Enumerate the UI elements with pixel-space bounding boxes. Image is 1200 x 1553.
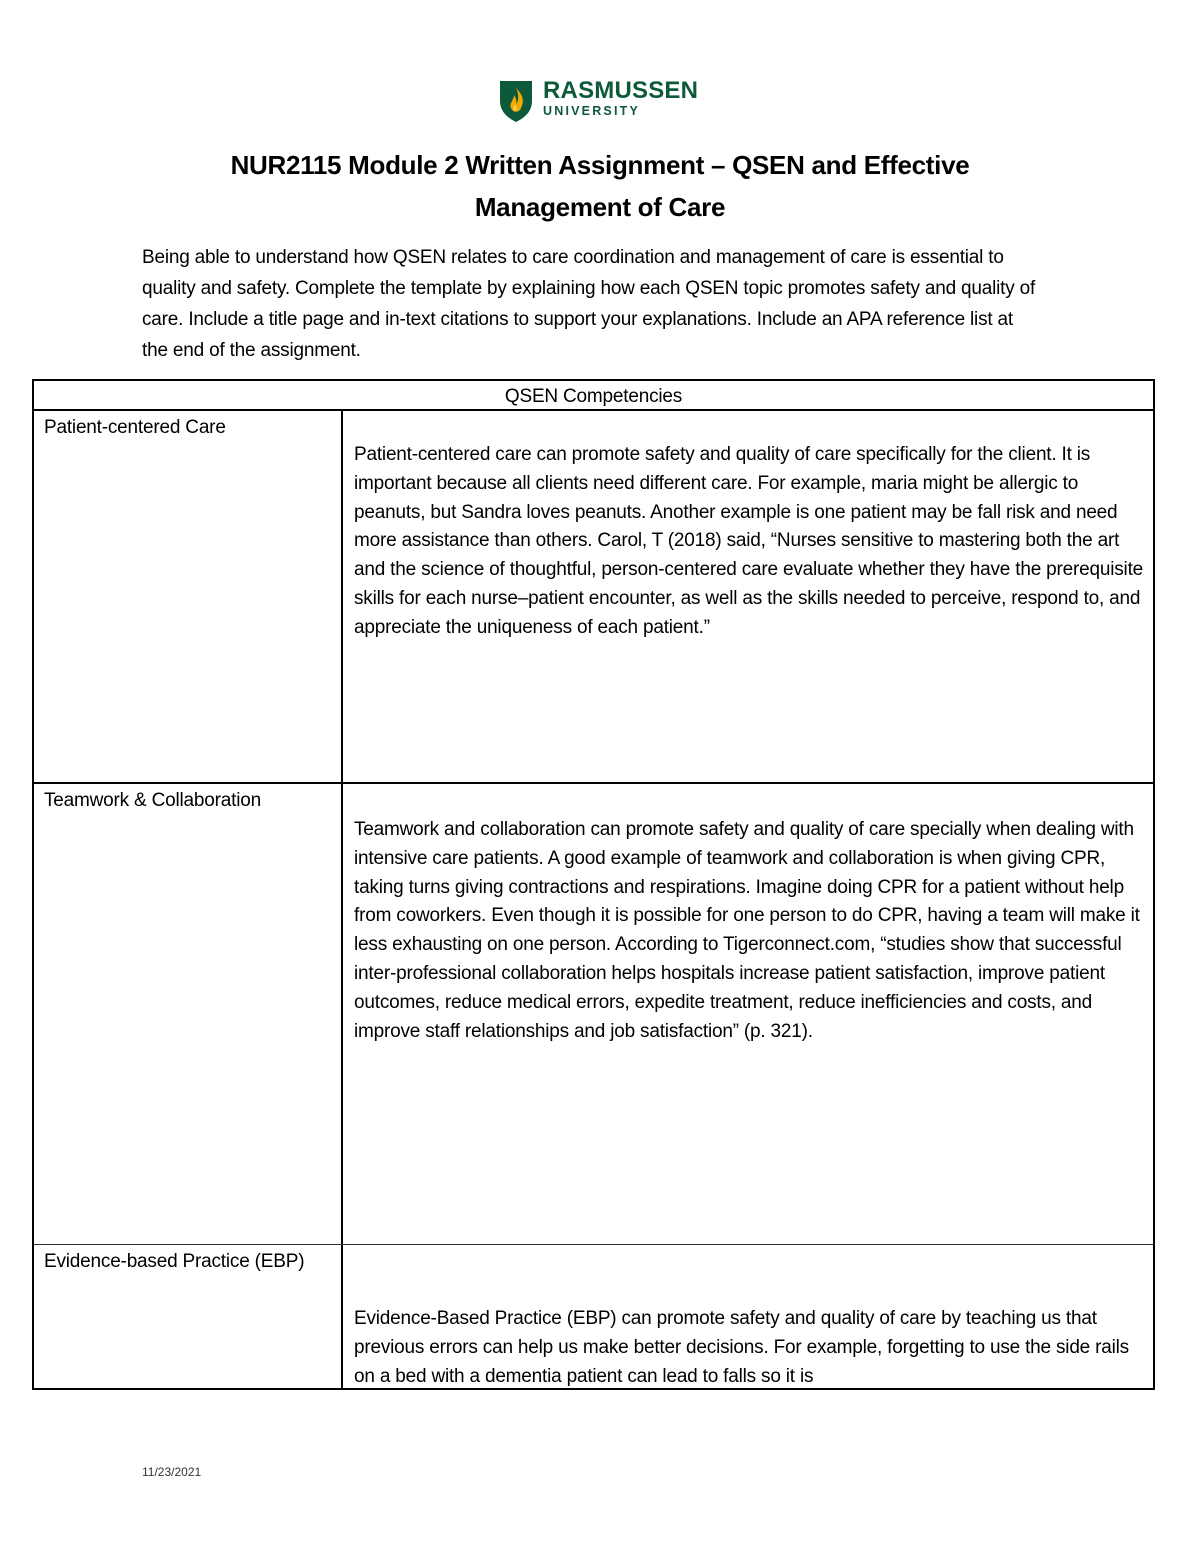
title-line-1: NUR2115 Module 2 Written Assignment – QSEN and Effective: [230, 150, 970, 180]
row-label-evidence-based-practice: Evidence-based Practice (EBP): [44, 1251, 305, 1272]
row-label-teamwork-collaboration: Teamwork & Collaboration: [44, 790, 261, 811]
qsen-table: [32, 379, 1155, 1390]
logo-subtitle: UNIVERSITY: [543, 104, 641, 118]
row-label-patient-centered-care: Patient-centered Care: [44, 417, 226, 438]
footer-date: 11/23/2021: [142, 1465, 202, 1479]
logo-name: RASMUSSEN: [543, 77, 699, 104]
title-line-2: Management of Care: [474, 192, 726, 222]
row-text-evidence-based-practice: Evidence-Based Practice (EBP) can promote safety and quality of care by teaching us that previous errors can help us make better decisions. For example, forgetting to use the side rails on a bed with a dementia patient can lead to falls so it is: [354, 1308, 1129, 1387]
rasmussen-logo: [497, 77, 707, 125]
row-text-patient-centered-care: Patient-centered care can promote safety and quality of care specifically for the client. It is important because all clients need different care. For example, maria might be allergic to peanuts, but Sandra loves peanuts. Another example is one patient may be fall risk and need more assistance than others. Carol, T (2018) said, “Nurses sensitive to mastering both the art and the science of thoughtful, person-centered care evaluate whether they have the prerequisite skills for each nurse–patient encounter, as well as the skills needed to perceive, respond to, and appreciate the uniqueness of each patient.”: [354, 444, 1144, 638]
shield-flame-icon: [497, 77, 535, 123]
page-title: [120, 144, 1080, 228]
intro-paragraph: Being able to understand how QSEN relates to care coordination and management of care is essential to quality and safety. Complete the template by explaining how each QSEN topic promotes safety and quality of care. Include a title page and in-text citations to support your explanations. Include an APA reference list at the end of the assignment.: [142, 247, 1036, 361]
row-divider: [34, 1244, 1153, 1245]
table-header: QSEN Competencies: [34, 381, 1153, 411]
row-divider: [34, 782, 1153, 784]
column-divider: [341, 411, 343, 1388]
row-text-teamwork-collaboration: Teamwork and collaboration can promote safety and quality of care specially when dealing with intensive care patients. A good example of teamwork and collaboration is when giving CPR, taking turns giving contractions and respirations. Imagine doing CPR for a patient without help from coworkers. Even though it is possible for one person to do CPR, having a team will make it less exhausting on one person. According to Tigerconnect.com, “studies show that successful inter-professional collaboration helps hospitals increase patient satisfaction, improve patient outcomes, reduce medical errors, expedite treatment, reduce inefficiencies and costs, and improve staff relationships and job satisfaction” (p. 321).: [354, 819, 1140, 1042]
